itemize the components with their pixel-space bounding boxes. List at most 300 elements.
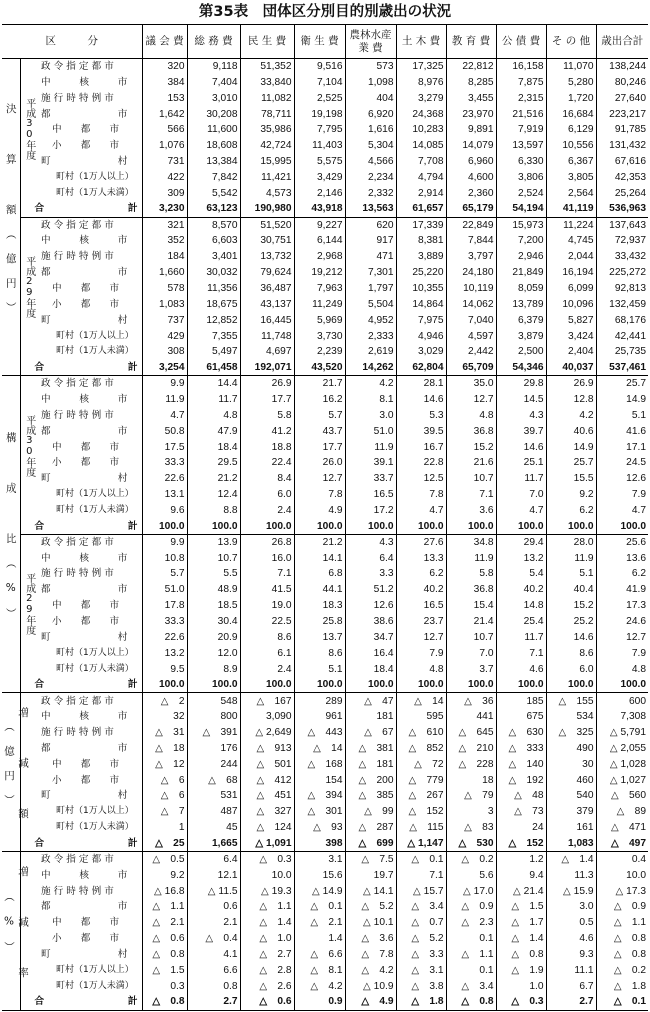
table-cell: 14,085 bbox=[396, 138, 446, 154]
year-label bbox=[20, 59, 38, 202]
table-cell: 51,520 bbox=[240, 217, 294, 233]
table-cell: 6,603 bbox=[187, 233, 240, 249]
table-cell: 12.6 bbox=[345, 598, 396, 614]
table-cell: △ 267 bbox=[396, 788, 446, 804]
table-cell: 12.7 bbox=[294, 471, 345, 487]
table-cell: 4.8 bbox=[446, 407, 496, 423]
row-label: 都 市 bbox=[41, 584, 128, 596]
table-cell: 22,812 bbox=[446, 59, 496, 75]
table-cell: 100.0 bbox=[396, 677, 446, 693]
table-row bbox=[2, 867, 648, 883]
table-cell: 3.0 bbox=[546, 899, 596, 915]
table-cell: 25.2 bbox=[546, 614, 596, 630]
column-header: 議 会 費 bbox=[142, 25, 187, 59]
table-row bbox=[2, 201, 648, 217]
table-cell: 100.0 bbox=[240, 518, 294, 534]
table-cell: 675 bbox=[496, 709, 546, 725]
table-cell: 33.3 bbox=[142, 614, 187, 630]
table-cell: 384 bbox=[142, 74, 187, 90]
row-label: 中 核 市 bbox=[41, 76, 128, 88]
table-cell: 100.0 bbox=[142, 677, 187, 693]
row-label: 町村（1万人未満） bbox=[56, 663, 134, 674]
table-row bbox=[2, 233, 648, 249]
table-cell: 4.1 bbox=[187, 947, 240, 963]
table-cell: 3,730 bbox=[294, 328, 345, 344]
table-cell: △ 0.1 bbox=[596, 994, 648, 1010]
table-cell: △ 5.2 bbox=[396, 931, 446, 947]
table-cell: 29.5 bbox=[187, 455, 240, 471]
table-cell: 17,325 bbox=[396, 59, 446, 75]
table-cell: 22.8 bbox=[396, 455, 446, 471]
table-cell: 460 bbox=[546, 772, 596, 788]
table-cell: 8,059 bbox=[496, 281, 546, 297]
table-cell: 8.6 bbox=[294, 645, 345, 661]
table-cell: 13,384 bbox=[187, 154, 240, 170]
table-cell: 0.1 bbox=[446, 931, 496, 947]
table-cell: 28.1 bbox=[396, 376, 446, 392]
table-cell: △ 1.4 bbox=[546, 851, 596, 867]
table-cell: 100.0 bbox=[294, 518, 345, 534]
table-cell: 40.4 bbox=[546, 582, 596, 598]
table-cell: 4.6 bbox=[496, 661, 546, 677]
table-cell: △ 3.3 bbox=[396, 947, 446, 963]
table-cell: 132,459 bbox=[596, 296, 648, 312]
table-cell: △ 3.1 bbox=[396, 962, 446, 978]
table-cell: 25.4 bbox=[496, 614, 546, 630]
table-cell: 18.8 bbox=[240, 439, 294, 455]
table-cell: 15,995 bbox=[240, 154, 294, 170]
table-cell: 5,280 bbox=[546, 74, 596, 90]
table-cell: 11,249 bbox=[294, 296, 345, 312]
table-cell: 16,684 bbox=[546, 106, 596, 122]
table-cell: 14.6 bbox=[546, 629, 596, 645]
row-label: 町村（1万人以上） bbox=[56, 171, 134, 182]
row-label: 町村（1万人以上） bbox=[56, 806, 134, 817]
table-cell: △ 1.1 bbox=[142, 899, 187, 915]
table-cell: △ 5.2 bbox=[345, 899, 396, 915]
table-cell: △ 1.1 bbox=[446, 947, 496, 963]
table-cell: △ 0.8 bbox=[596, 947, 648, 963]
table-cell: △ 451 bbox=[240, 788, 294, 804]
table-cell: 9.9 bbox=[142, 376, 187, 392]
table-cell: 100.0 bbox=[546, 677, 596, 693]
table-cell: 5.3 bbox=[396, 407, 446, 423]
table-cell: 12.4 bbox=[187, 487, 240, 503]
table-cell: 6,920 bbox=[345, 106, 396, 122]
table-row bbox=[2, 249, 648, 265]
table-cell: 7.9 bbox=[596, 487, 648, 503]
table-cell: 12.7 bbox=[596, 629, 648, 645]
table-cell: 441 bbox=[446, 709, 496, 725]
table-cell: 10.0 bbox=[596, 867, 648, 883]
table-row bbox=[2, 915, 648, 931]
table-cell: 422 bbox=[142, 170, 187, 186]
table-cell: 8,285 bbox=[446, 74, 496, 90]
row-label: 都 市 bbox=[41, 108, 128, 120]
table-cell: 917 bbox=[345, 233, 396, 249]
table-cell: 26.8 bbox=[240, 534, 294, 550]
table-cell: △ 25 bbox=[142, 836, 187, 852]
table-cell: 19,212 bbox=[294, 265, 345, 281]
table-cell: 17.7 bbox=[240, 392, 294, 408]
table-cell: 43,520 bbox=[294, 360, 345, 376]
table-cell: △ 0.3 bbox=[496, 994, 546, 1010]
table-cell: △ 1.5 bbox=[142, 962, 187, 978]
table-cell: 16.2 bbox=[294, 392, 345, 408]
table-row bbox=[2, 312, 648, 328]
table-cell: 14.9 bbox=[596, 392, 648, 408]
row-label: 政 令 指 定 都 市 bbox=[41, 219, 114, 231]
table-cell: 11,070 bbox=[546, 59, 596, 75]
row-label: 合 計 bbox=[20, 677, 142, 693]
table-cell: 72,937 bbox=[596, 233, 648, 249]
table-cell: △ 140 bbox=[496, 756, 546, 772]
table-cell: 18.5 bbox=[187, 598, 240, 614]
row-label: 小 都 市 bbox=[52, 933, 120, 945]
table-cell: 33,432 bbox=[596, 249, 648, 265]
table-row bbox=[2, 503, 648, 519]
table-cell: 22.6 bbox=[142, 629, 187, 645]
table-cell: 7,963 bbox=[294, 281, 345, 297]
table-row bbox=[2, 677, 648, 693]
table-cell: 4.8 bbox=[596, 661, 648, 677]
table-cell: 5.8 bbox=[240, 407, 294, 423]
table-cell: 6,960 bbox=[446, 154, 496, 170]
row-label: 施 行 時 特 例 市 bbox=[41, 568, 114, 580]
row-label: 小 都 市 bbox=[52, 774, 120, 786]
table-cell: 161 bbox=[546, 820, 596, 836]
row-label: 中 都 市 bbox=[52, 441, 120, 453]
table-cell: 16.5 bbox=[345, 487, 396, 503]
table-cell: 7,844 bbox=[446, 233, 496, 249]
section-label bbox=[2, 59, 20, 376]
table-cell: 7.1 bbox=[240, 566, 294, 582]
table-cell: 36.8 bbox=[446, 423, 496, 439]
table-cell: 137,643 bbox=[596, 217, 648, 233]
table-cell: 9.2 bbox=[142, 867, 187, 883]
table-cell: 21.2 bbox=[294, 534, 345, 550]
row-label: 施 行 時 特 例 市 bbox=[41, 92, 114, 104]
table-cell: 9,516 bbox=[294, 59, 345, 75]
table-cell: 12.7 bbox=[396, 629, 446, 645]
table-cell: 11.9 bbox=[546, 550, 596, 566]
row-label: 政 令 指 定 都 市 bbox=[41, 61, 114, 73]
table-cell: △ 327 bbox=[240, 804, 294, 820]
table-cell: 7.1 bbox=[496, 645, 546, 661]
table-cell: 11.7 bbox=[496, 471, 546, 487]
table-cell: △ 152 bbox=[396, 804, 446, 820]
table-cell: 36,487 bbox=[240, 281, 294, 297]
table-cell: 2,239 bbox=[294, 344, 345, 360]
table-cell: 68,176 bbox=[596, 312, 648, 328]
table-cell: △ 155 bbox=[546, 693, 596, 709]
row-label: 合 計 bbox=[20, 201, 142, 217]
table-cell: 100.0 bbox=[294, 677, 345, 693]
table-cell: 490 bbox=[546, 740, 596, 756]
table-cell: 2,404 bbox=[546, 344, 596, 360]
table-cell: 13,563 bbox=[345, 201, 396, 217]
table-cell: 185 bbox=[496, 693, 546, 709]
table-cell: △ 4.2 bbox=[345, 962, 396, 978]
table-cell: 100.0 bbox=[345, 518, 396, 534]
table-cell: 34.7 bbox=[345, 629, 396, 645]
table-cell: 620 bbox=[345, 217, 396, 233]
table-cell: 1.0 bbox=[496, 978, 546, 994]
table-cell: 33,840 bbox=[240, 74, 294, 90]
table-cell: 7,404 bbox=[187, 74, 240, 90]
table-cell: 309 bbox=[142, 185, 187, 201]
table-cell: 3,889 bbox=[396, 249, 446, 265]
row-label: 中 都 市 bbox=[52, 600, 120, 612]
table-cell: 7,919 bbox=[496, 122, 546, 138]
row-label: 町 村 bbox=[41, 473, 128, 485]
table-cell: 4,794 bbox=[396, 170, 446, 186]
table-row bbox=[2, 947, 648, 963]
table-cell: 65,179 bbox=[446, 201, 496, 217]
table-cell: △ 181 bbox=[345, 756, 396, 772]
table-cell: 5,304 bbox=[345, 138, 396, 154]
table-cell: 38.6 bbox=[345, 614, 396, 630]
table-cell: 2,619 bbox=[345, 344, 396, 360]
row-label: 施 行 時 特 例 市 bbox=[41, 885, 114, 897]
row-label: 政 令 指 定 都 市 bbox=[41, 854, 114, 866]
table-cell: △ 4.2 bbox=[294, 978, 345, 994]
table-cell: 537,461 bbox=[596, 360, 648, 376]
row-label: 政 令 指 定 都 市 bbox=[41, 378, 114, 390]
table-cell: 2.7 bbox=[187, 994, 240, 1010]
table-cell: 4,566 bbox=[345, 154, 396, 170]
table-cell: 1,660 bbox=[142, 265, 187, 281]
table-cell: 10,556 bbox=[546, 138, 596, 154]
table-cell: 4,597 bbox=[446, 328, 496, 344]
table-cell: △ 2.6 bbox=[240, 978, 294, 994]
table-cell: 595 bbox=[396, 709, 446, 725]
table-cell: 9,118 bbox=[187, 59, 240, 75]
table-cell: 21,849 bbox=[496, 265, 546, 281]
table-cell: 16.4 bbox=[345, 645, 396, 661]
table-cell: 12.0 bbox=[187, 645, 240, 661]
table-cell: 8.1 bbox=[345, 392, 396, 408]
table-cell: 18.4 bbox=[187, 439, 240, 455]
table-cell: 7,975 bbox=[396, 312, 446, 328]
table-cell: 7,355 bbox=[187, 328, 240, 344]
table-cell: 15,973 bbox=[496, 217, 546, 233]
table-cell: 19.7 bbox=[345, 867, 396, 883]
table-cell: 379 bbox=[546, 804, 596, 820]
table-cell: 1.2 bbox=[496, 851, 546, 867]
table-cell: 29.8 bbox=[496, 376, 546, 392]
table-cell: 308 bbox=[142, 344, 187, 360]
table-cell: 100.0 bbox=[546, 518, 596, 534]
table-cell: 5.1 bbox=[294, 661, 345, 677]
table-cell: 1,720 bbox=[546, 90, 596, 106]
table-cell: △ 6 bbox=[142, 788, 187, 804]
table-cell: 2.4 bbox=[240, 661, 294, 677]
table-cell: 3.6 bbox=[446, 503, 496, 519]
table-cell: 14,262 bbox=[345, 360, 396, 376]
table-row bbox=[2, 772, 648, 788]
table-cell: △ 2.8 bbox=[240, 962, 294, 978]
table-cell: 540 bbox=[546, 788, 596, 804]
table-cell: 531 bbox=[187, 788, 240, 804]
year-label-text: 平成30年度 bbox=[23, 97, 35, 160]
table-cell: △ 67 bbox=[345, 725, 396, 741]
table-cell: 5,542 bbox=[187, 185, 240, 201]
table-row bbox=[2, 598, 648, 614]
table-cell: 22.6 bbox=[142, 471, 187, 487]
table-cell: 429 bbox=[142, 328, 187, 344]
table-cell: △ 14 bbox=[396, 693, 446, 709]
table-cell: 21.7 bbox=[294, 376, 345, 392]
table-cell: 9.5 bbox=[142, 661, 187, 677]
table-cell: △ 15.9 bbox=[546, 883, 596, 899]
table-row bbox=[2, 740, 648, 756]
table-row bbox=[2, 185, 648, 201]
table-cell: △ 21.4 bbox=[496, 883, 546, 899]
table-cell: 100.0 bbox=[142, 518, 187, 534]
table-cell: 51,352 bbox=[240, 59, 294, 75]
table-cell: △ 0.1 bbox=[294, 899, 345, 915]
table-cell: △ 0.8 bbox=[142, 994, 187, 1010]
table-cell: 11.3 bbox=[546, 867, 596, 883]
table-cell: △ 0.2 bbox=[446, 851, 496, 867]
table-cell: 100.0 bbox=[187, 518, 240, 534]
table-cell: △ 913 bbox=[240, 740, 294, 756]
table-cell: 3,424 bbox=[546, 328, 596, 344]
row-label: 中 核 市 bbox=[41, 235, 128, 247]
table-cell: 6,144 bbox=[294, 233, 345, 249]
table-cell: 6.7 bbox=[546, 978, 596, 994]
table-cell: 471 bbox=[345, 249, 396, 265]
row-label: 町 村 bbox=[41, 314, 128, 326]
table-cell: 3,029 bbox=[396, 344, 446, 360]
table-cell: △ 1,027 bbox=[596, 772, 648, 788]
table-row bbox=[2, 931, 648, 947]
table-cell: △ 501 bbox=[240, 756, 294, 772]
table-cell: 1,642 bbox=[142, 106, 187, 122]
table-cell: 1,098 bbox=[345, 74, 396, 90]
table-cell: △ 385 bbox=[345, 788, 396, 804]
table-cell: 15.4 bbox=[446, 598, 496, 614]
table-row bbox=[2, 154, 648, 170]
table-cell: 42,724 bbox=[240, 138, 294, 154]
table-row bbox=[2, 836, 648, 852]
table-cell: 8,976 bbox=[396, 74, 446, 90]
table-cell: △ 471 bbox=[596, 820, 648, 836]
section-label bbox=[2, 376, 20, 693]
table-row bbox=[2, 122, 648, 138]
table-cell: 5,969 bbox=[294, 312, 345, 328]
table-cell: 4.9 bbox=[294, 503, 345, 519]
expenditure-table bbox=[2, 24, 648, 1011]
table-cell: 6,379 bbox=[496, 312, 546, 328]
row-label: 町村（1万人未満） bbox=[56, 346, 134, 357]
table-cell: △ 0.6 bbox=[240, 994, 294, 1010]
table-cell: 2,524 bbox=[496, 185, 546, 201]
table-cell: 8,570 bbox=[187, 217, 240, 233]
table-cell: △ 1.4 bbox=[240, 915, 294, 931]
table-cell: 1,616 bbox=[345, 122, 396, 138]
table-cell: △ 1.1 bbox=[240, 899, 294, 915]
table-cell: 566 bbox=[142, 122, 187, 138]
row-label: 町村（1万人未満） bbox=[56, 980, 134, 991]
table-cell: △ 2.3 bbox=[446, 915, 496, 931]
table-cell: 54,194 bbox=[496, 201, 546, 217]
row-label: 施 行 時 特 例 市 bbox=[41, 251, 114, 263]
table-cell: 4,573 bbox=[240, 185, 294, 201]
table-cell: 321 bbox=[142, 217, 187, 233]
table-cell: 16,194 bbox=[546, 265, 596, 281]
table-cell: 2,333 bbox=[345, 328, 396, 344]
table-cell: 10.7 bbox=[187, 550, 240, 566]
row-label: 中 核 市 bbox=[41, 393, 128, 405]
row-label: 町村（1万人以上） bbox=[56, 489, 134, 500]
table-cell: △ 381 bbox=[345, 740, 396, 756]
section-label bbox=[2, 851, 29, 1010]
table-cell: △ 1.8 bbox=[596, 978, 648, 994]
table-cell: 44.1 bbox=[294, 582, 345, 598]
table-cell: 48.9 bbox=[187, 582, 240, 598]
table-cell: 41.9 bbox=[596, 582, 648, 598]
table-cell: 78,711 bbox=[240, 106, 294, 122]
table-cell: 21.2 bbox=[187, 471, 240, 487]
table-cell: △ 630 bbox=[496, 725, 546, 741]
table-cell: 42,441 bbox=[596, 328, 648, 344]
table-cell: △ 72 bbox=[396, 756, 446, 772]
table-cell: 12.8 bbox=[546, 392, 596, 408]
table-cell: 11,600 bbox=[187, 122, 240, 138]
table-cell: 3,279 bbox=[396, 90, 446, 106]
table-cell: 4.7 bbox=[142, 407, 187, 423]
table-row bbox=[2, 296, 648, 312]
table-cell: 2.4 bbox=[240, 503, 294, 519]
table-cell: 4.8 bbox=[187, 407, 240, 423]
table-cell: 30.4 bbox=[187, 614, 240, 630]
table-cell: 30,032 bbox=[187, 265, 240, 281]
table-cell: △ 18 bbox=[142, 740, 187, 756]
table-cell: 25,220 bbox=[396, 265, 446, 281]
table-cell: 6.4 bbox=[187, 851, 240, 867]
table-cell: 41.5 bbox=[240, 582, 294, 598]
table-cell: △ 0.1 bbox=[396, 851, 446, 867]
table-cell: 17.8 bbox=[142, 598, 187, 614]
table-cell: 61,458 bbox=[187, 360, 240, 376]
table-cell: △ 2.1 bbox=[294, 915, 345, 931]
table-cell: 5.8 bbox=[446, 566, 496, 582]
table-cell: 0.4 bbox=[596, 851, 648, 867]
table-cell: 536,963 bbox=[596, 201, 648, 217]
row-label: 中 核 市 bbox=[41, 869, 128, 881]
table-row bbox=[2, 407, 648, 423]
table-cell: 11.9 bbox=[142, 392, 187, 408]
table-cell: 100.0 bbox=[596, 518, 648, 534]
table-cell: 5.7 bbox=[294, 407, 345, 423]
table-cell: 11.9 bbox=[446, 550, 496, 566]
table-cell: 21.4 bbox=[446, 614, 496, 630]
table-cell: △ 394 bbox=[294, 788, 345, 804]
table-cell: 10,355 bbox=[396, 281, 446, 297]
table-row bbox=[2, 820, 648, 836]
table-cell: 11.7 bbox=[187, 392, 240, 408]
table-cell: 35,986 bbox=[240, 122, 294, 138]
table-cell: 100.0 bbox=[396, 518, 446, 534]
table-cell: 51.0 bbox=[345, 423, 396, 439]
table-cell: △ 31 bbox=[142, 725, 187, 741]
table-cell: △ 17.3 bbox=[596, 883, 648, 899]
column-header: 衛 生 費 bbox=[294, 25, 345, 59]
table-cell: 18 bbox=[446, 772, 496, 788]
table-cell: 3,797 bbox=[446, 249, 496, 265]
